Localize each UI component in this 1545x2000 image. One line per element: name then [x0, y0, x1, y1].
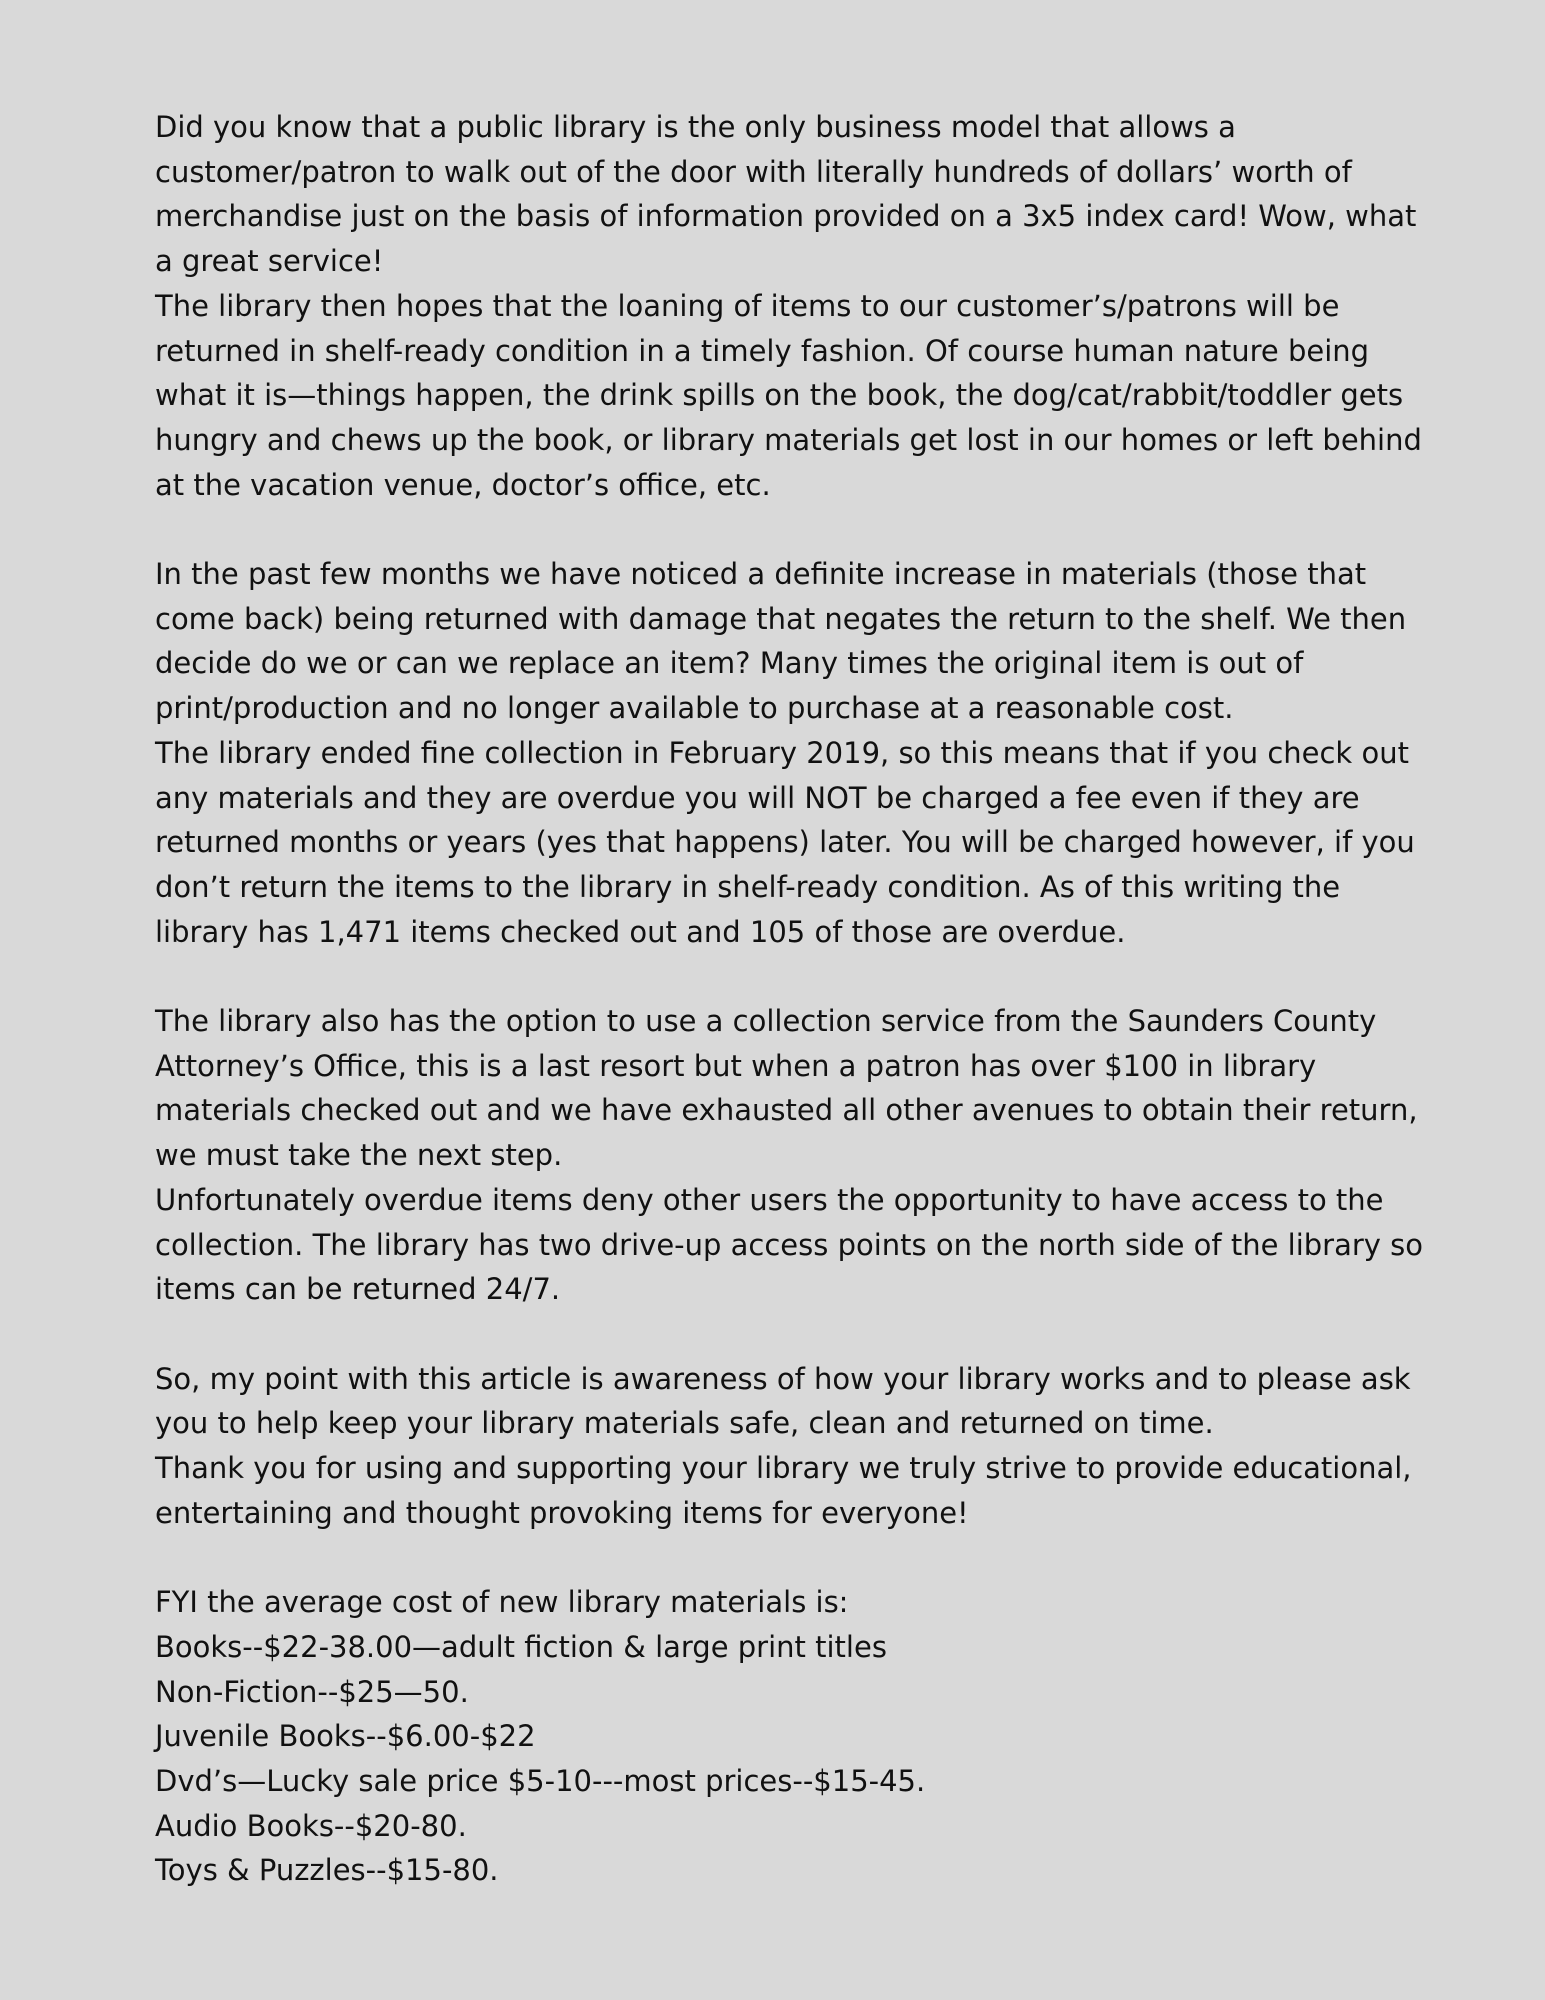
paragraph-overdue-items: Unfortunately overdue items deny other users the opportunity to have access to the collection. The library has two drive-up access points on the north side of the library so items can be returned 24/7. [155, 1182, 1424, 1307]
paragraph-business-model: Did you know that a public library is the only business model that allows a customer/patron to walk out of the door with literally hundreds of dollars’ worth of merchandise just on the basis of information provided on a 3x5 index card! Wow, what a great service! [155, 110, 1417, 279]
section-intro [155, 105, 1425, 507]
cost-item-non-fiction: Non-Fiction--$25—50. [155, 1674, 469, 1709]
cost-item-dvds: Dvd’s—Lucky sale price $5-10---most prices--$15-45. [155, 1763, 926, 1798]
section-collection-service [155, 999, 1425, 1312]
paragraph-loaning-items: The library then hopes that the loaning of items to our customer’s/patrons will be returned in shelf-ready condition in a timely fashion. Of course human nature being what it is—things happen, the drink spills on the book, the dog/cat/rabbit/toddler gets hungry and chews up the book, or library materials get lost in our homes or left behind at the vacation venue, doctor’s office, etc. [155, 288, 1422, 502]
paragraph-collection-service: The library also has the option to use a collection service from the Saunders County Attorney’s Office, this is a last resort but when a patron has over $100 in library materials checked out and we have exhausted all other avenues to obtain their return, we must take the next step. [155, 1004, 1418, 1173]
cost-list [155, 1625, 1425, 1893]
paragraph-thank-you: Thank you for using and supporting your library we truly strive to provide educational, entertaining and thought provoking items for everyone! [155, 1451, 1412, 1530]
cost-item-audio-books: Audio Books--$20-80. [155, 1808, 467, 1843]
cost-item-books: Books--$22-38.00—adult fiction & large print titles [155, 1629, 887, 1664]
paragraph-damage-increase: In the past few months we have noticed a definite increase in materials (those that come back) being returned with damage that negates the return to the shelf. We then decide do we or can we replace an item? Many times the original item is out of print/production and no longer available to purchase at a reasonable cost. [155, 557, 1407, 726]
section-closing [155, 1357, 1425, 1536]
section-damage [155, 552, 1425, 954]
costs-heading: FYI the average cost of new library materials is: [155, 1585, 849, 1620]
cost-item-toys-puzzles: Toys & Puzzles--$15-80. [155, 1853, 499, 1888]
paragraph-awareness: So, my point with this article is awareness of how your library works and to please ask you to help keep your library materials safe, clean and returned on time. [155, 1361, 1411, 1441]
paragraph-fine-collection: The library ended fine collection in February 2019, so this means that if you check out any materials and they are overdue you will NOT be charged a fee even if they are returned months or years (yes that happens) later. You will be charged however, if you don’t return the items to the library in shelf-ready condition. As of this writing the library has 1,471 items checked out and 105 of those are overdue. [155, 735, 1415, 949]
section-costs [155, 1580, 1425, 1893]
cost-item-juvenile-books: Juvenile Books--$6.00-$22 [155, 1719, 536, 1754]
